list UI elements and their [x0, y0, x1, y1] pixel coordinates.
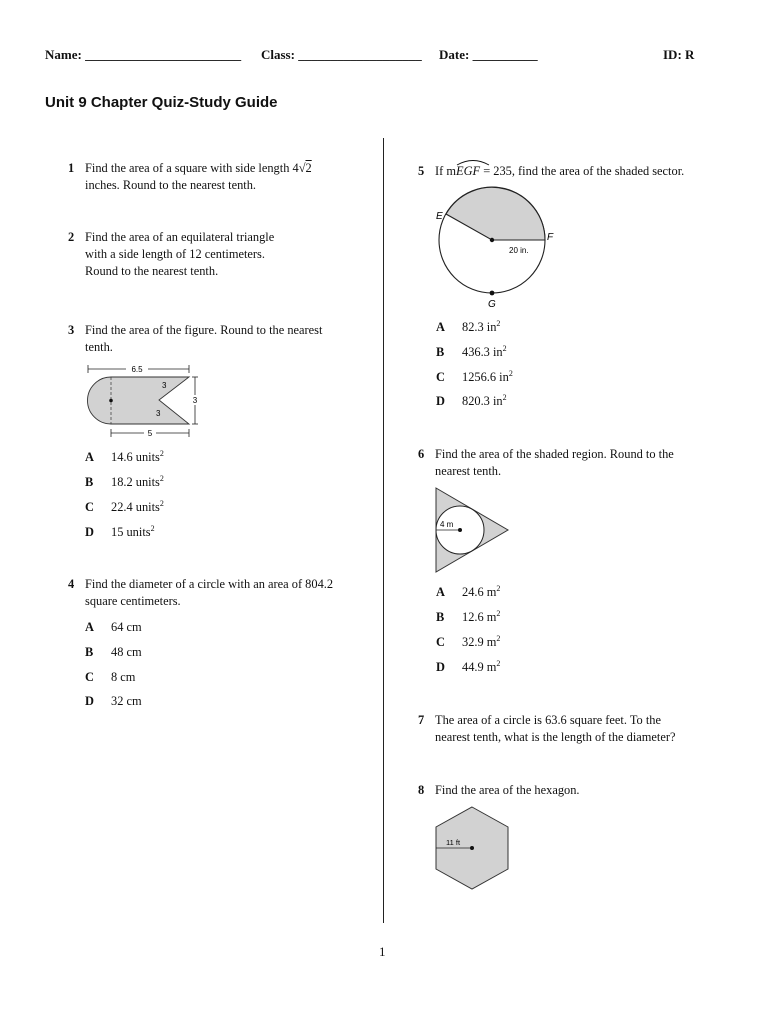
question-text-cont: Round to the nearest tenth.	[85, 264, 219, 278]
option-value: 32.9 m	[462, 635, 497, 649]
question-text: Find the area of the hexagon.	[435, 783, 580, 797]
option-exponent: 2	[496, 609, 501, 618]
option-exponent: 2	[502, 344, 507, 353]
option-exponent: 2	[496, 319, 501, 328]
q3-option-d[interactable]	[85, 524, 155, 540]
option-letter: D	[85, 694, 94, 708]
question-text: The area of a circle is 63.6 square feet. To the	[435, 713, 661, 727]
q6-option-a[interactable]	[436, 584, 500, 600]
question-3	[68, 322, 368, 362]
q4-option-d[interactable]	[85, 694, 142, 709]
option-value: 820.3 in	[462, 394, 503, 408]
composite-figure	[82, 360, 207, 440]
option-exponent: 2	[496, 659, 501, 668]
hexagon-figure	[434, 805, 512, 893]
option-exponent: 2	[159, 474, 164, 483]
option-letter: A	[436, 585, 445, 599]
option-letter: A	[85, 450, 94, 464]
q3-option-c[interactable]	[85, 499, 164, 515]
option-letter: C	[436, 370, 445, 384]
sqrt-symbol: √	[298, 161, 306, 175]
question-1	[68, 160, 368, 200]
inscribed-circle-triangle-figure	[434, 486, 514, 574]
question-number: 3	[68, 323, 75, 337]
arc-symbol	[456, 158, 490, 166]
q3-option-b[interactable]	[85, 474, 164, 490]
option-letter: D	[85, 525, 94, 539]
q6-option-b[interactable]	[436, 609, 500, 625]
question-text-cont: nearest tenth, what is the length of the diameter?	[435, 730, 676, 744]
option-exponent: 2	[159, 449, 164, 458]
question-number: 1	[68, 161, 75, 175]
question-text: Find the area of the shaded region. Round to the	[435, 447, 674, 461]
radius-label: 20 in.	[509, 246, 529, 255]
apothem-label: 11 ft	[446, 838, 461, 847]
option-letter: C	[436, 635, 445, 649]
q5-option-d[interactable]	[436, 393, 507, 409]
q6-option-d[interactable]	[436, 659, 500, 675]
q3-option-a[interactable]	[85, 449, 164, 465]
option-value: 14.6 units	[111, 450, 160, 464]
option-value: 1256.6 in	[462, 370, 509, 384]
question-text: Find the area of a square with side length 4	[85, 161, 299, 175]
point-f-label: F	[547, 232, 554, 243]
dim-notch-lower-label: 3	[156, 409, 161, 418]
id-label: ID: R	[663, 47, 695, 62]
point-e-label: E	[436, 211, 443, 222]
q6-option-c[interactable]	[436, 634, 500, 650]
page-title: Unit 9 Chapter Quiz-Study Guide	[45, 94, 278, 111]
question-5	[418, 163, 748, 183]
q5-option-b[interactable]	[436, 344, 507, 360]
option-value: 82.3 in	[462, 320, 497, 334]
option-value: 18.2 units	[111, 475, 160, 489]
dim-top-label: 6.5	[131, 365, 143, 374]
radicand: 2	[305, 161, 312, 175]
column-divider	[383, 138, 384, 923]
circle-sector-figure	[430, 183, 565, 311]
q4-option-b[interactable]	[85, 645, 142, 660]
question-6	[418, 446, 748, 486]
class-field-label: Class: ___________________	[261, 47, 422, 62]
option-letter: B	[436, 610, 445, 624]
question-text-cont: = 235, find the area of the shaded sector.	[480, 164, 685, 178]
question-number: 8	[418, 783, 425, 797]
option-value: 44.9 m	[462, 660, 497, 674]
question-number: 4	[68, 577, 75, 591]
date-field-label: Date: __________	[439, 47, 538, 62]
question-number: 2	[68, 230, 75, 244]
option-value: 12.6 m	[462, 610, 497, 624]
point-g-label: G	[488, 299, 496, 310]
option-exponent: 2	[150, 524, 155, 533]
question-text: Find the area of an equilateral triangle	[85, 230, 275, 244]
option-letter: C	[85, 670, 94, 684]
option-letter: C	[85, 500, 94, 514]
question-7	[418, 712, 748, 752]
question-2	[68, 229, 368, 284]
name-field-label: Name: ________________________	[45, 47, 242, 62]
question-4	[68, 576, 368, 616]
option-value: 48 cm	[111, 645, 142, 659]
option-letter: B	[436, 345, 445, 359]
dim-bottom-label: 5	[147, 429, 153, 438]
option-value: 15 units	[111, 525, 151, 539]
question-text-cont: inches. Round to the nearest tenth.	[85, 178, 257, 192]
q5-option-c[interactable]	[436, 369, 513, 385]
question-8	[418, 782, 748, 802]
option-value: 32 cm	[111, 694, 142, 708]
radius-label: 4 m	[440, 520, 454, 529]
option-letter: A	[85, 620, 94, 634]
option-value: 436.3 in	[462, 345, 503, 359]
option-letter: D	[436, 394, 445, 408]
page-number: 1	[379, 944, 386, 959]
question-text-cont: tenth.	[85, 340, 113, 354]
question-text-cont: nearest tenth.	[435, 464, 502, 478]
option-exponent: 2	[496, 584, 501, 593]
question-text: Find the area of the figure. Round to the nearest	[85, 323, 323, 337]
dim-notch-upper-label: 3	[162, 381, 167, 390]
option-letter: D	[436, 660, 445, 674]
option-value: 8 cm	[111, 670, 136, 684]
option-exponent: 2	[508, 369, 513, 378]
option-letter: A	[436, 320, 445, 334]
question-text-cont: with a side length of 12 centimeters.	[85, 247, 265, 261]
question-text: Find the diameter of a circle with an area of 804.2	[85, 577, 334, 591]
option-value: 64 cm	[111, 620, 142, 634]
question-number: 7	[418, 713, 425, 727]
question-text: If m	[435, 164, 456, 178]
q4-option-a[interactable]	[85, 620, 142, 635]
dim-right-label: 3	[192, 396, 198, 405]
option-letter: B	[85, 475, 94, 489]
q5-option-a[interactable]	[436, 319, 500, 335]
question-number: 5	[418, 164, 425, 178]
arc-label	[456, 164, 480, 178]
question-number: 6	[418, 447, 425, 461]
option-value: 22.4 units	[111, 500, 160, 514]
option-exponent: 2	[159, 499, 164, 508]
arc-name: EGF	[456, 164, 481, 178]
option-letter: B	[85, 645, 94, 659]
option-value: 24.6 m	[462, 585, 497, 599]
option-exponent: 2	[496, 634, 501, 643]
option-exponent: 2	[502, 393, 507, 402]
question-text-cont: square centimeters.	[85, 594, 181, 608]
q4-option-c[interactable]	[85, 670, 135, 685]
